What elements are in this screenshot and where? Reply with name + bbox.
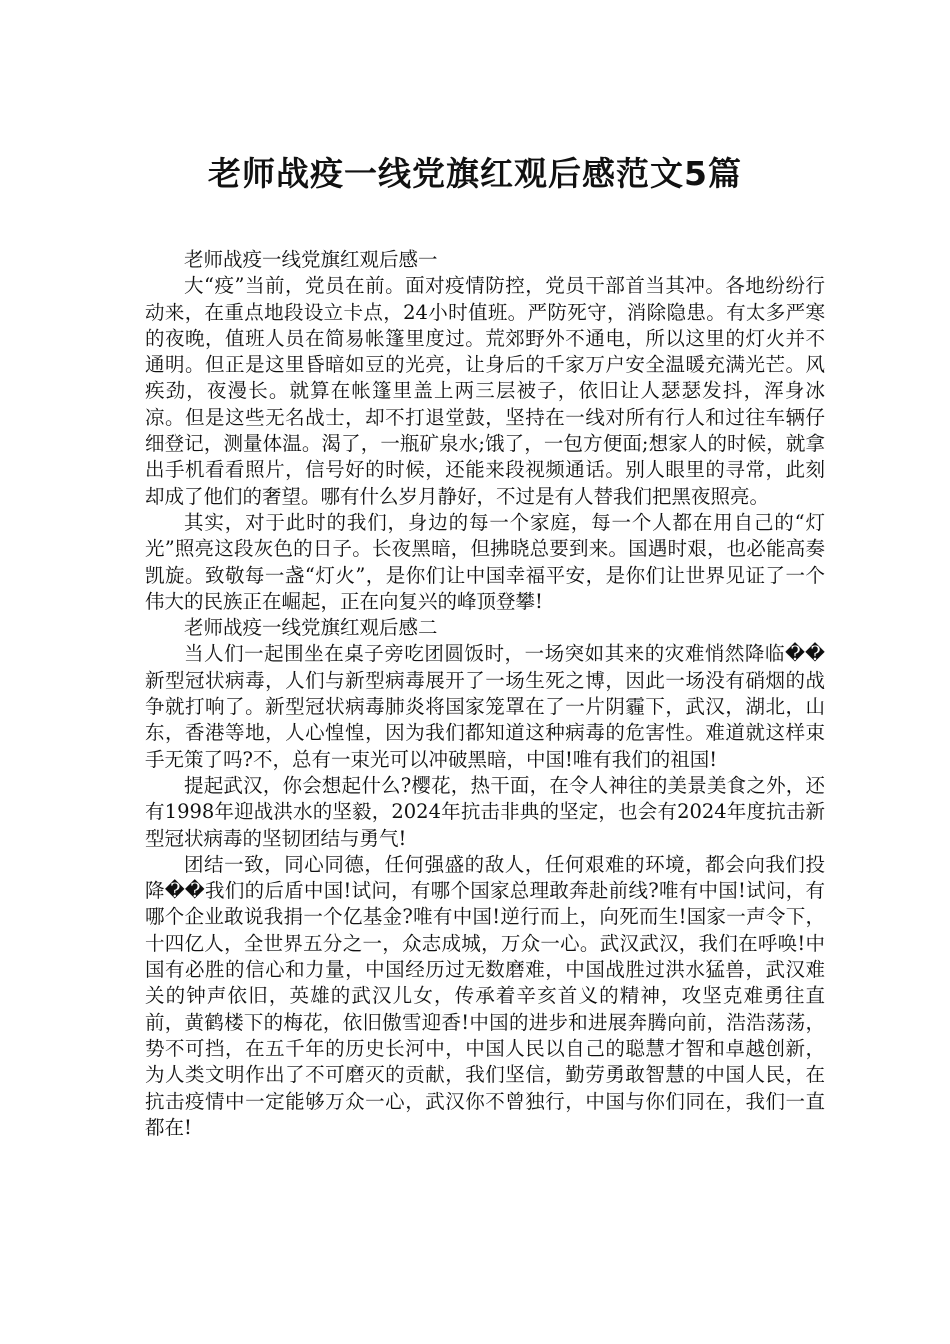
paragraph: 团结一致，同心同德，任何强盛的敌人，任何艰难的环境，都会向我们投降��我们的后盾中国!试问，有哪个国家总理敢奔赴前线?唯有中国!试问，有哪个企业敢说我捐一个亿基金?唯有中国!逆行而上，向死而生!国家一声令下，十四亿人，全世界五分之一，众志成城，万众一心。武汉武汉，我们在呼唤!中国有必胜的信心和力量，中国经历过无数磨难，中国战胜过洪水猛兽，武汉难关的钟声依旧，英雄的武汉儿女，传承着辛亥首义的精神，攻坚克难勇往直前，黄鹤楼下的梅花，依旧傲雪迎香!中国的进步和进展奔腾向前，浩浩荡荡，势不可挡，在五千年的历史长河中，中国人民以自己的聪慧才智和卓越创新，为人类文明作出了不可磨灭的贡献，我们坚信，勤劳勇敢智慧的中国人民，在抗击疫情中一定能够万众一心，武汉你不曾独行，中国与你们同在，我们一直都在! <box>145 852 825 1139</box>
paragraph: 大“疫”当前，党员在前。面对疫情防控，党员干部首当其冲。各地纷纷行动来，在重点地段设立卡点，24小时值班。严防死守，消除隐患。有太多严寒的夜晚，值班人员在简易帐篷里度过。荒郊野外不通电，所以这里的灯火并不通明。但正是这里昏暗如豆的光亮，让身后的千家万户安全温暖充满光芒。风疾劲，夜漫长。就算在帐篷里盖上两三层被子，依旧让人瑟瑟发抖，浑身冰凉。但是这些无名战士，却不打退堂鼓，坚持在一线对所有行人和过往车辆仔细登记，测量体温。渴了，一瓶矿泉水;饿了，一包方便面;想家人的时候，就拿出手机看看照片，信号好的时候，还能来段视频通话。别人眼里的寻常，此刻却成了他们的奢望。哪有什么岁月静好，不过是有人替我们把黑夜照亮。 <box>145 274 825 508</box>
paragraph: 当人们一起围坐在桌子旁吃团圆饭时，一场突如其来的灾难悄然降临��新型冠状病毒，人们与新型病毒展开了一场生死之博，因此一场没有硝烟的战争就打响了。新型冠状病毒肺炎将国家笼罩在了一片阴霾下，武汉，湖北，山东，香港等地，人心惶惶，因为我们都知道这种病毒的危害性。难道就这样束手无策了吗?不，总有一束光可以冲破黑暗，中国!唯有我们的祖国! <box>145 642 825 771</box>
paragraph: 提起武汉，你会想起什么?樱花，热干面，在令人神往的美景美食之外，还有1998年迎战洪水的坚毅，2024年抗击非典的坚定，也会有2024年度抗击新型冠状病毒的坚韧团结与勇气! <box>145 773 825 850</box>
section-heading-2: 老师战疫一线党旗红观后感二 <box>184 616 438 640</box>
paragraph: 其实，对于此时的我们，身边的每一个家庭，每一个人都在用自己的“灯光”照亮这段灰色的日子。长夜黑暗，但拂晓总要到来。国遇时艰，也必能高奏凯旋。致敬每一盏“灯火”，是你们让中国幸福平安，是你们让世界见证了一个伟大的民族正在崛起，正在向复兴的峰顶登攀! <box>145 510 825 613</box>
section-heading-1: 老师战疫一线党旗红观后感一 <box>184 248 438 271</box>
document-body <box>145 247 825 1141</box>
document-title: 老师战疫一线党旗红观后感范文5篇 <box>208 154 742 194</box>
